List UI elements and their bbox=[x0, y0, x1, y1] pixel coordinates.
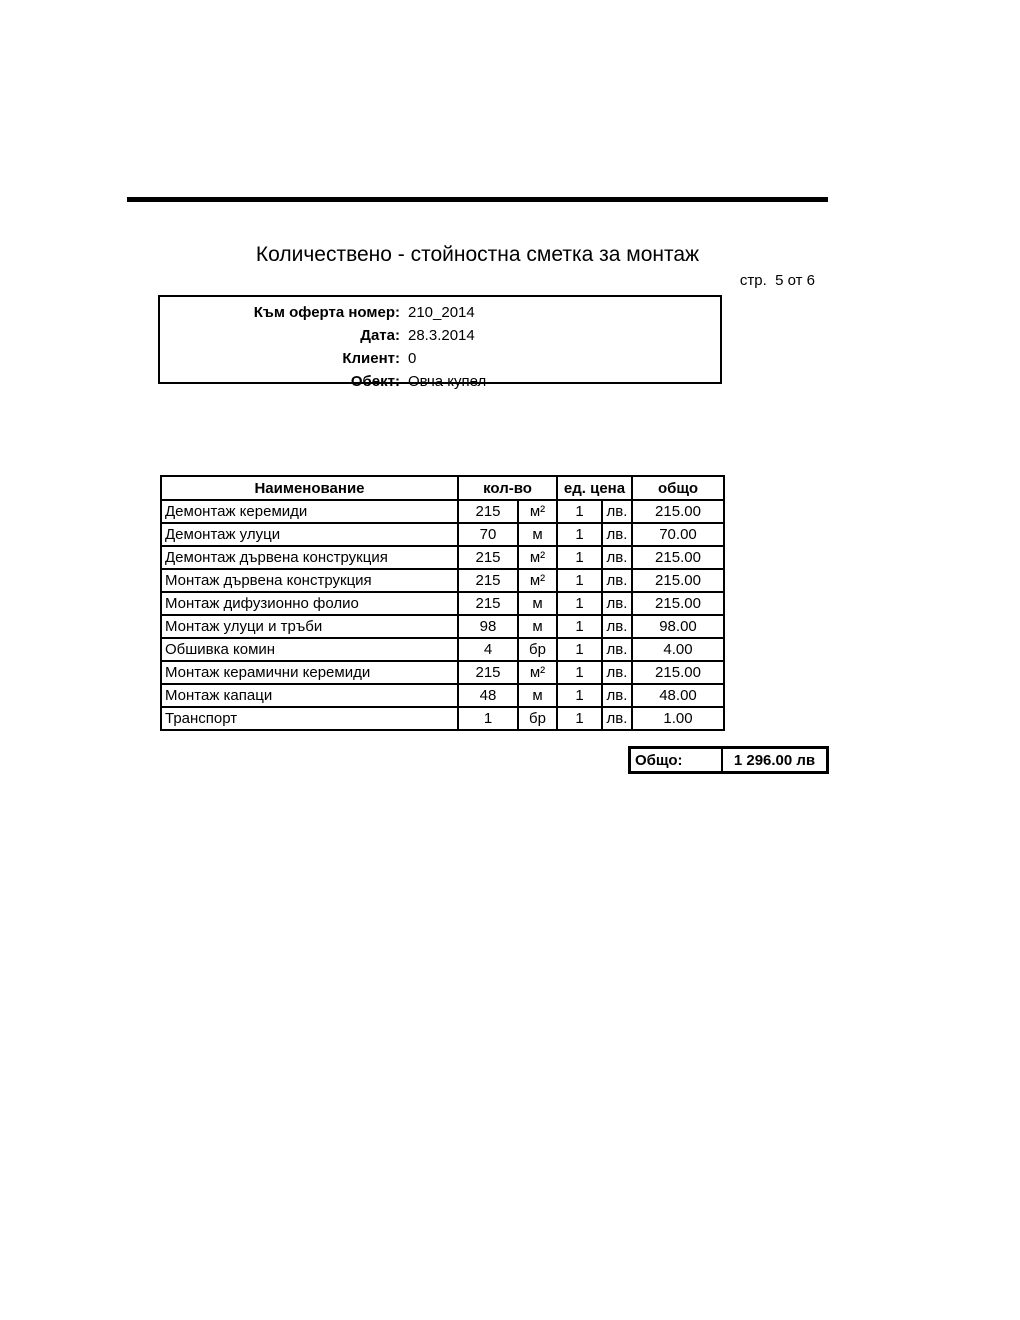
item-unit-cell: м bbox=[518, 615, 557, 638]
item-currency-cell: лв. bbox=[602, 546, 632, 569]
item-qty-cell: 215 bbox=[458, 500, 518, 523]
item-qty-cell: 4 bbox=[458, 638, 518, 661]
item-name-cell: Монтаж улуци и тръби bbox=[161, 615, 458, 638]
item-total-cell: 215.00 bbox=[632, 546, 724, 569]
client-label: Клиент: bbox=[342, 350, 400, 367]
page-number: стр. 5 от 6 bbox=[739, 272, 815, 289]
offer-number-label: Към оферта номер: bbox=[253, 304, 400, 321]
item-name-cell: Демонтаж дървена конструкция bbox=[161, 546, 458, 569]
items-table bbox=[160, 475, 725, 731]
col-header-unit-price: ед. цена bbox=[557, 476, 632, 500]
table-row bbox=[161, 569, 724, 592]
info-row-offer-number bbox=[160, 301, 720, 324]
info-row-date bbox=[160, 324, 720, 347]
total-label: Общо: bbox=[631, 749, 723, 771]
item-total-cell: 98.00 bbox=[632, 615, 724, 638]
item-qty-cell: 215 bbox=[458, 592, 518, 615]
item-total-cell: 4.00 bbox=[632, 638, 724, 661]
item-total-cell: 48.00 bbox=[632, 684, 724, 707]
table-row bbox=[161, 684, 724, 707]
item-unit-cell: м² bbox=[518, 500, 557, 523]
item-price-cell: 1 bbox=[557, 569, 602, 592]
table-row bbox=[161, 523, 724, 546]
col-header-name: Наименование bbox=[161, 476, 458, 500]
header-rule bbox=[127, 197, 828, 202]
item-name-cell: Монтаж дървена конструкция bbox=[161, 569, 458, 592]
offer-number-value: 210_2014 bbox=[408, 304, 475, 321]
info-row-client bbox=[160, 347, 720, 370]
item-price-cell: 1 bbox=[557, 592, 602, 615]
item-total-cell: 215.00 bbox=[632, 569, 724, 592]
item-unit-cell: м bbox=[518, 592, 557, 615]
item-price-cell: 1 bbox=[557, 638, 602, 661]
table-header-row bbox=[161, 476, 724, 500]
object-label: Обект: bbox=[350, 373, 400, 390]
item-price-cell: 1 bbox=[557, 684, 602, 707]
item-total-cell: 215.00 bbox=[632, 500, 724, 523]
item-qty-cell: 215 bbox=[458, 546, 518, 569]
item-currency-cell: лв. bbox=[602, 638, 632, 661]
item-unit-cell: м² bbox=[518, 661, 557, 684]
item-name-cell: Демонтаж улуци bbox=[161, 523, 458, 546]
item-name-cell: Демонтаж керемиди bbox=[161, 500, 458, 523]
item-qty-cell: 98 bbox=[458, 615, 518, 638]
item-unit-cell: м² bbox=[518, 546, 557, 569]
object-value: Овча купел bbox=[408, 373, 487, 390]
item-price-cell: 1 bbox=[557, 661, 602, 684]
item-price-cell: 1 bbox=[557, 615, 602, 638]
date-label: Дата: bbox=[360, 327, 400, 344]
item-total-cell: 70.00 bbox=[632, 523, 724, 546]
item-name-cell: Монтаж дифузионно фолио bbox=[161, 592, 458, 615]
table-row bbox=[161, 638, 724, 661]
item-name-cell: Монтаж капаци bbox=[161, 684, 458, 707]
item-currency-cell: лв. bbox=[602, 684, 632, 707]
item-total-cell: 1.00 bbox=[632, 707, 724, 730]
item-qty-cell: 215 bbox=[458, 569, 518, 592]
client-value: 0 bbox=[408, 350, 417, 367]
item-qty-cell: 48 bbox=[458, 684, 518, 707]
item-currency-cell: лв. bbox=[602, 592, 632, 615]
item-name-cell: Обшивка комин bbox=[161, 638, 458, 661]
item-unit-cell: бр bbox=[518, 638, 557, 661]
item-unit-cell: бр bbox=[518, 707, 557, 730]
date-value: 28.3.2014 bbox=[408, 327, 475, 344]
item-unit-cell: м bbox=[518, 684, 557, 707]
offer-info-box bbox=[158, 295, 722, 390]
table-row bbox=[161, 615, 724, 638]
item-price-cell: 1 bbox=[557, 546, 602, 569]
item-name-cell: Транспорт bbox=[161, 707, 458, 730]
item-qty-cell: 70 bbox=[458, 523, 518, 546]
item-currency-cell: лв. bbox=[602, 707, 632, 730]
item-qty-cell: 1 bbox=[458, 707, 518, 730]
document-title: Количествено - стойностна сметка за монтаж bbox=[255, 243, 700, 266]
table-row bbox=[161, 707, 724, 730]
total-box bbox=[628, 746, 829, 774]
item-qty-cell: 215 bbox=[458, 661, 518, 684]
item-currency-cell: лв. bbox=[602, 569, 632, 592]
item-price-cell: 1 bbox=[557, 500, 602, 523]
info-row-object bbox=[160, 370, 720, 393]
item-unit-cell: м² bbox=[518, 569, 557, 592]
item-currency-cell: лв. bbox=[602, 661, 632, 684]
table-row bbox=[161, 592, 724, 615]
item-price-cell: 1 bbox=[557, 707, 602, 730]
table-row bbox=[161, 661, 724, 684]
item-unit-cell: м bbox=[518, 523, 557, 546]
total-value: 1 296.00 лв bbox=[733, 751, 816, 769]
table-row bbox=[161, 500, 724, 523]
item-currency-cell: лв. bbox=[602, 615, 632, 638]
col-header-total: общо bbox=[632, 476, 724, 500]
item-price-cell: 1 bbox=[557, 523, 602, 546]
table-row bbox=[161, 546, 724, 569]
item-name-cell: Монтаж керамични керемиди bbox=[161, 661, 458, 684]
item-total-cell: 215.00 bbox=[632, 592, 724, 615]
item-total-cell: 215.00 bbox=[632, 661, 724, 684]
item-currency-cell: лв. bbox=[602, 500, 632, 523]
col-header-qty: кол-во bbox=[458, 476, 557, 500]
item-currency-cell: лв. bbox=[602, 523, 632, 546]
